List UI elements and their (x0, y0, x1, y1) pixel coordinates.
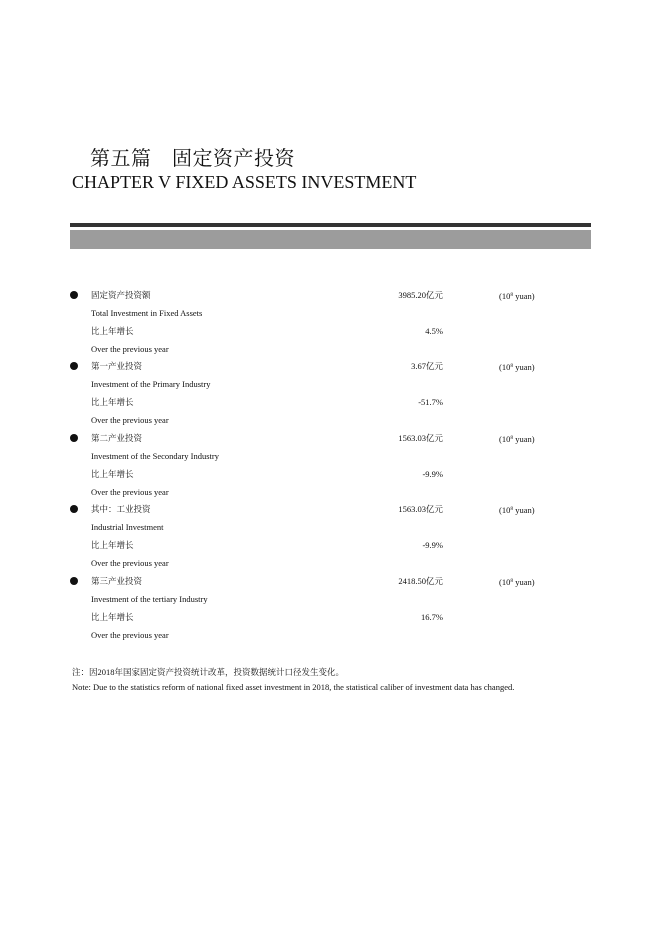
item-label-cn: 其中：工业投资 (91, 504, 151, 514)
unit-label: ($10^8$ yuan) (499, 505, 535, 515)
list-item (0, 503, 662, 574)
item-label-en: Investment of the Primary Industry (91, 379, 211, 389)
item-label-en: Investment of the Secondary Industry (91, 451, 219, 461)
item-value: 3.67亿元 (411, 361, 443, 371)
footnote-cn: 注：因2018年国家固定资产投资统计改革，投资数据统计口径发生变化。 (72, 667, 345, 677)
header-rule (70, 223, 591, 227)
unit-label: ($10^8$ yuan) (499, 362, 535, 372)
bullet-icon (70, 291, 78, 299)
growth-label-cn: 比上年增长 (91, 540, 134, 550)
bullet-icon (70, 577, 78, 585)
unit-label: ($10^8$ yuan) (499, 291, 535, 301)
item-label-en: Investment of the tertiary Industry (91, 594, 208, 604)
growth-label-cn: 比上年增长 (91, 469, 134, 479)
growth-value: 16.7% (421, 612, 443, 622)
unit-label: ($10^8$ yuan) (499, 434, 535, 444)
header-band (70, 230, 591, 249)
growth-value: -51.7% (418, 397, 443, 407)
list-item (0, 432, 662, 503)
item-value: 2418.50亿元 (398, 576, 443, 586)
unit-label: ($10^8$ yuan) (499, 577, 535, 587)
item-label-en: Total Investment in Fixed Assets (91, 308, 203, 318)
growth-label-en: Over the previous year (91, 558, 169, 568)
list-item (0, 360, 662, 431)
item-label-cn: 第二产业投资 (91, 433, 143, 443)
growth-label-cn: 比上年增长 (91, 612, 134, 622)
chapter-title-en: CHAPTER V FIXED ASSETS INVESTMENT (72, 172, 417, 192)
growth-value: -9.9% (422, 469, 443, 479)
growth-label-en: Over the previous year (91, 415, 169, 425)
growth-label-cn: 比上年增长 (91, 326, 134, 336)
growth-label-cn: 比上年增长 (91, 397, 134, 407)
item-value: 1563.03亿元 (398, 433, 443, 443)
item-label-cn: 第三产业投资 (91, 576, 143, 586)
item-label-cn: 固定资产投资额 (91, 290, 151, 300)
item-value: 1563.03亿元 (398, 504, 443, 514)
footnote-en: Note: Due to the statistics reform of national fixed asset investment in 2018, the statistical caliber of investment data has changed. (72, 682, 515, 692)
item-label-cn: 第一产业投资 (91, 361, 143, 371)
growth-value: -9.9% (422, 540, 443, 550)
item-value: 3985.20亿元 (398, 290, 443, 300)
bullet-icon (70, 434, 78, 442)
growth-value: 4.5% (425, 326, 443, 336)
growth-label-en: Over the previous year (91, 487, 169, 497)
bullet-icon (70, 505, 78, 513)
item-label-en: Industrial Investment (91, 522, 164, 532)
growth-label-en: Over the previous year (91, 344, 169, 354)
bullet-icon (70, 362, 78, 370)
growth-label-en: Over the previous year (91, 630, 169, 640)
list-item (0, 575, 662, 646)
list-item (0, 289, 662, 360)
chapter-title-cn: 第五篇 固定资产投资 (90, 146, 295, 170)
